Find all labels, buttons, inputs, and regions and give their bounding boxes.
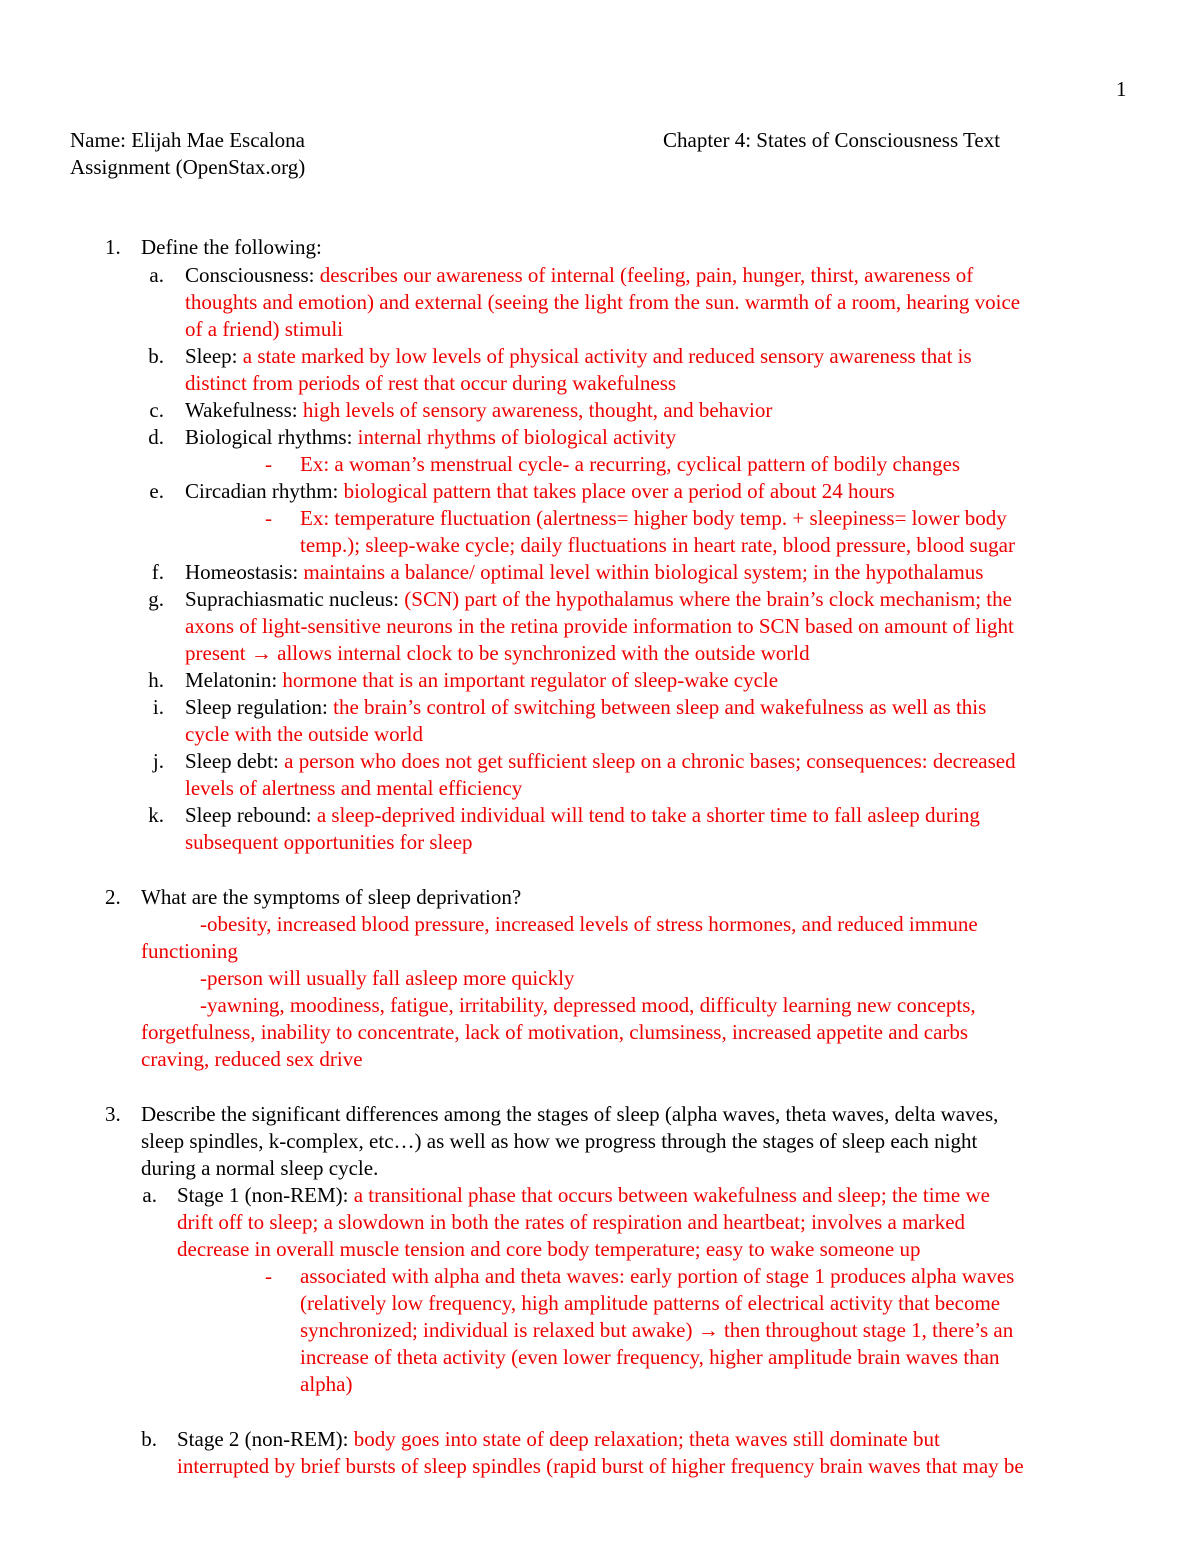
definition-line: decrease in overall muscle tension and core body temperature; easy to wake someone up xyxy=(177,1237,921,1261)
stage-letter: a. xyxy=(142,1183,157,1207)
q1-item-letter: g. xyxy=(148,587,164,611)
term: Biological rhythms: xyxy=(185,425,353,449)
q1-item-e xyxy=(185,478,895,505)
q1-item-j xyxy=(185,748,1016,775)
definition: high levels of sensory awareness, thought, and behavior xyxy=(297,398,773,422)
assignment-source: Assignment (OpenStax.org) xyxy=(70,155,306,179)
definition-line: axons of light-sensitive neurons in the retina provide information to SCN based on amount of light xyxy=(185,614,1014,638)
q1-item-g xyxy=(185,586,1012,613)
definition: body goes into state of deep relaxation; theta waves still dominate but xyxy=(348,1427,940,1451)
term: Stage 2 (non-REM): xyxy=(177,1427,349,1451)
q3-prompt-line: Describe the significant differences among the stages of sleep (alpha waves, theta waves, delta waves, xyxy=(141,1102,999,1126)
definition: the brain’s control of switching between sleep and wakefulness as well as this xyxy=(327,695,987,719)
term: Wakefulness: xyxy=(185,398,298,422)
sub-detail: synchronized; individual is relaxed but awake) → then throughout stage 1, there’s an xyxy=(300,1318,1014,1342)
q2-answer-line: forgetfulness, inability to concentrate, lack of motivation, clumsiness, increased appetite and carbs xyxy=(141,1020,969,1044)
q1-item-letter: i. xyxy=(152,695,164,719)
definition: biological pattern that takes place over a period of about 24 hours xyxy=(338,479,895,503)
sub-detail: (relatively low frequency, high amplitude patterns of electrical activity that become xyxy=(300,1291,1001,1315)
stage-2 xyxy=(177,1426,940,1453)
definition: internal rhythms of biological activity xyxy=(352,425,677,449)
q2-answer-line: functioning xyxy=(141,939,238,963)
term: Stage 1 (non-REM): xyxy=(177,1183,349,1207)
q1-item-letter: j. xyxy=(152,749,164,773)
document-header xyxy=(70,127,1130,181)
definition-line: distinct from periods of rest that occur during wakefulness xyxy=(185,371,677,395)
definition-line: subsequent opportunities for sleep xyxy=(185,830,473,854)
q3-prompt-line: sleep spindles, k-complex, etc…) as well as how we progress through the stages of sleep each night xyxy=(141,1129,978,1153)
q1-item-letter: e. xyxy=(149,479,164,503)
definition: a state marked by low levels of physical activity and reduced sensory awareness that is xyxy=(237,344,972,368)
q1-item-h xyxy=(185,667,778,694)
q1-item-d xyxy=(185,424,676,451)
bullet-dash: - xyxy=(265,452,272,476)
term: Sleep: xyxy=(185,344,238,368)
student-name: Name: Elijah Mae Escalona xyxy=(70,128,305,152)
stage-letter: b. xyxy=(141,1427,157,1451)
term: Suprachiasmatic nucleus: xyxy=(185,587,400,611)
q3-number: 3. xyxy=(105,1102,121,1126)
q1-item-letter: h. xyxy=(148,668,164,692)
sub-detail: increase of theta activity (even lower frequency, higher amplitude brain waves than xyxy=(300,1345,1000,1369)
sub-example: Ex: a woman’s menstrual cycle- a recurring, cyclical pattern of bodily changes xyxy=(300,452,961,476)
term: Sleep regulation: xyxy=(185,695,328,719)
q1-item-letter: b. xyxy=(148,344,164,368)
assignment-title: Chapter 4: States of Consciousness Text xyxy=(663,128,1001,152)
page-number: 1 xyxy=(1116,77,1127,101)
q1-item-f xyxy=(185,559,983,586)
sub-detail: alpha) xyxy=(300,1372,353,1396)
definition: a person who does not get sufficient sleep on a chronic bases; consequences: decreased xyxy=(278,749,1016,773)
definition-line: cycle with the outside world xyxy=(185,722,423,746)
definition-line: interrupted by brief bursts of sleep spindles (rapid burst of higher frequency brain waves that may be xyxy=(177,1454,1024,1478)
q1-item-letter: d. xyxy=(148,425,164,449)
q2-prompt: What are the symptoms of sleep deprivation? xyxy=(141,885,522,909)
q1-item-k xyxy=(185,802,980,829)
definition-line: drift off to sleep; a slowdown in both the rates of respiration and heartbeat; involves a marked xyxy=(177,1210,966,1234)
q1-prompt: Define the following: xyxy=(141,235,322,259)
q1-number: 1. xyxy=(105,235,121,259)
definition-line: present → allows internal clock to be synchronized with the outside world xyxy=(185,641,810,665)
term: Sleep rebound: xyxy=(185,803,312,827)
definition-line: thoughts and emotion) and external (seeing the light from the sun. warmth of a room, hearing voice xyxy=(185,290,1021,314)
q1-item-b xyxy=(185,343,972,370)
definition-line: of a friend) stimuli xyxy=(185,317,344,341)
sub-detail: associated with alpha and theta waves: early portion of stage 1 produces alpha waves xyxy=(300,1264,1015,1288)
bullet-dash: - xyxy=(265,1264,272,1288)
sub-example: Ex: temperature fluctuation (alertness= higher body temp. + sleepiness= lower body xyxy=(300,506,1007,530)
bullet-dash: - xyxy=(265,506,272,530)
q3-prompt-line: during a normal sleep cycle. xyxy=(141,1156,379,1180)
definition-line: levels of alertness and mental efficiency xyxy=(185,776,523,800)
q1-item-a xyxy=(185,262,973,289)
definition: a sleep-deprived individual will tend to take a shorter time to fall asleep during xyxy=(311,803,980,827)
q1-item-letter: k. xyxy=(148,803,164,827)
term: Melatonin: xyxy=(185,668,278,692)
term: Consciousness: xyxy=(185,263,315,287)
q1-item-letter: a. xyxy=(149,263,164,287)
q1-item-letter: f. xyxy=(151,560,164,584)
stage-1 xyxy=(177,1182,990,1209)
q2-answer-line: -person will usually fall asleep more quickly xyxy=(200,966,575,990)
q2-answer-line: craving, reduced sex drive xyxy=(141,1047,363,1071)
q2-answer-line: -yawning, moodiness, fatigue, irritability, depressed mood, difficulty learning new concepts, xyxy=(200,993,976,1017)
q1-item-c xyxy=(185,397,772,424)
q2-number: 2. xyxy=(105,885,121,909)
definition: maintains a balance/ optimal level within biological system; in the hypothalamus xyxy=(298,560,984,584)
definition: (SCN) part of the hypothalamus where the brain’s clock mechanism; the xyxy=(399,587,1012,611)
definition: hormone that is an important regulator of sleep-wake cycle xyxy=(277,668,779,692)
term: Circadian rhythm: xyxy=(185,479,339,503)
term: Homeostasis: xyxy=(185,560,299,584)
q1-item-i xyxy=(185,694,986,721)
sub-example: temp.); sleep-wake cycle; daily fluctuations in heart rate, blood pressure, blood sugar xyxy=(300,533,1015,557)
q2-answer-line: -obesity, increased blood pressure, increased levels of stress hormones, and reduced immune xyxy=(200,912,978,936)
definition: describes our awareness of internal (feeling, pain, hunger, thirst, awareness of xyxy=(314,263,974,287)
q1-item-letter: c. xyxy=(149,398,164,422)
definition: a transitional phase that occurs between wakefulness and sleep; the time we xyxy=(348,1183,990,1207)
term: Sleep debt: xyxy=(185,749,279,773)
